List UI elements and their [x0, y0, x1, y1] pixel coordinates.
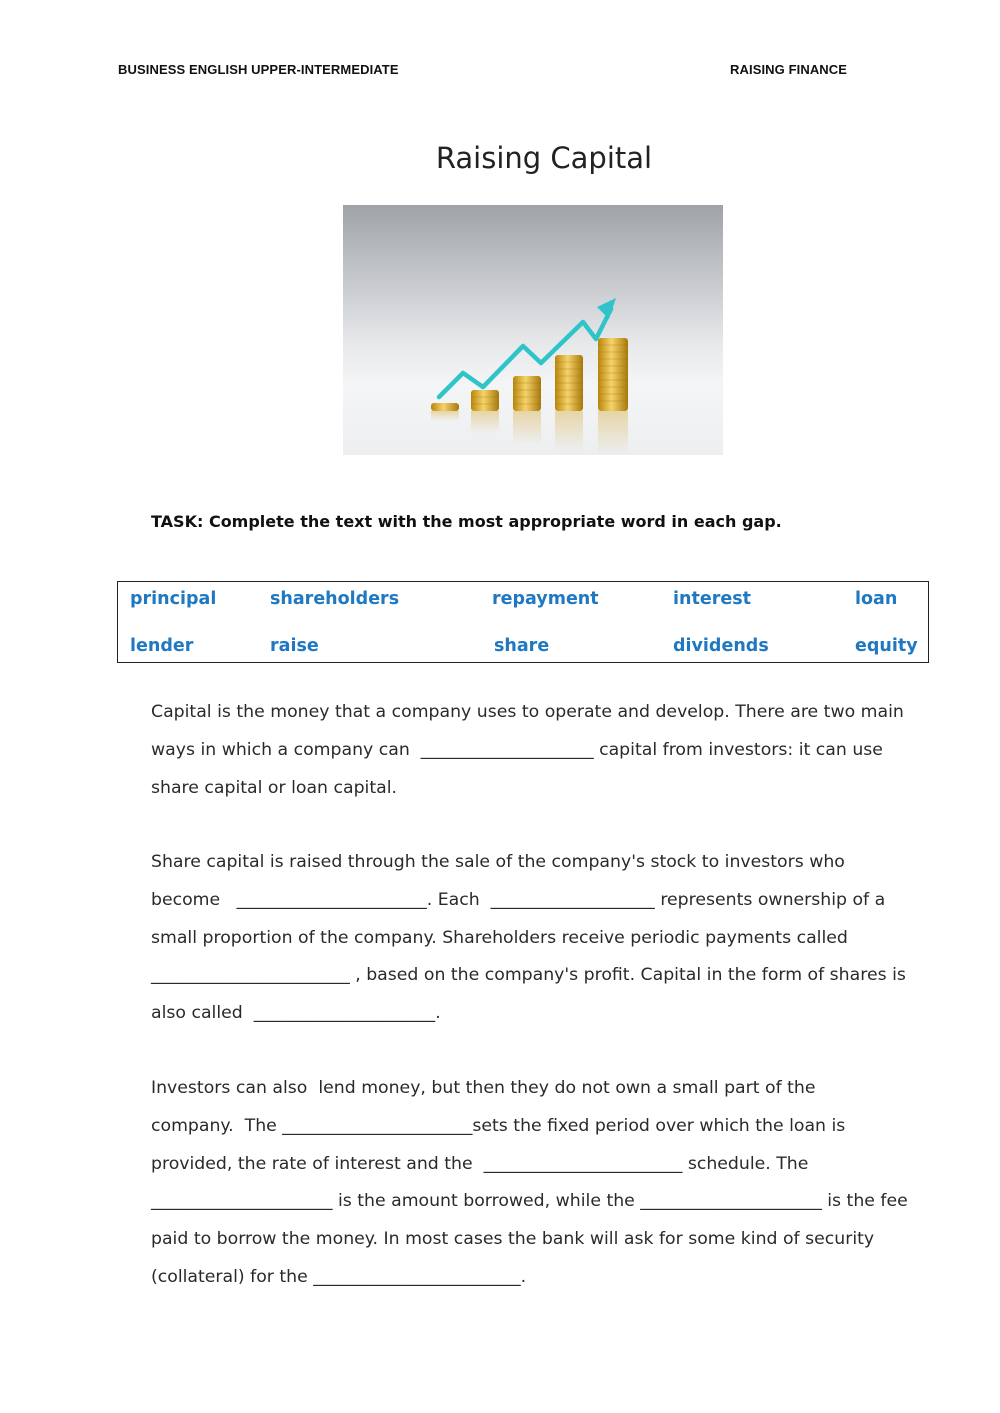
paragraph-loan-capital — [151, 1070, 921, 1297]
word-interest: interest — [673, 589, 751, 609]
word-equity: equity — [855, 636, 918, 656]
text-line: Share capital is raised through the sale of the company's stock to investors who — [151, 852, 845, 872]
word-dividends: dividends — [673, 636, 769, 656]
word-raise: raise — [270, 636, 319, 656]
text-line-with-gap: provided, the rate of interest and the _______________________ schedule. The — [151, 1153, 809, 1174]
text-line: Investors can also lend money, but then they do not own a small part of the — [151, 1078, 816, 1098]
paragraph-capital-intro — [151, 694, 921, 807]
page-title: Raising Capital — [435, 141, 653, 176]
text-line-with-gap: _____________________ is the amount borrowed, while the _____________________ is the fee — [151, 1191, 908, 1212]
task-instruction: TASK: Complete the text with the most appropriate word in each gap. — [151, 512, 782, 531]
text-line-with-gap: ways in which a company can ____________________ capital from investors: it can use — [151, 739, 883, 760]
text-line-with-gap: (collateral) for the ________________________. — [151, 1266, 527, 1287]
word-share: share — [494, 636, 550, 656]
word-principal: principal — [130, 589, 217, 609]
text-line-with-gap: _______________________ , based on the company's profit. Capital in the form of shares is — [151, 965, 906, 986]
word-bank — [117, 581, 929, 663]
text-line-with-gap: become ______________________. Each ___________________ represents ownership of a — [151, 889, 886, 910]
text-line-with-gap: also called _____________________. — [151, 1003, 441, 1024]
word-loan: loan — [855, 589, 898, 609]
text-line: paid to borrow the money. In most cases the bank will ask for some kind of security — [151, 1229, 875, 1250]
paragraph-share-capital — [151, 844, 921, 1033]
text-line: share capital or loan capital. — [151, 777, 398, 798]
course-header: BUSINESS ENGLISH UPPER-INTERMEDIATE — [118, 62, 399, 77]
text-line-with-gap: company. The ______________________sets the fixed period over which the loan is — [151, 1115, 846, 1136]
word-shareholders: shareholders — [270, 589, 400, 609]
topic-header: RAISING FINANCE — [730, 62, 848, 77]
text-line: small proportion of the company. Shareholders receive periodic payments called — [151, 927, 848, 948]
word-lender: lender — [130, 636, 194, 656]
word-repayment: repayment — [492, 589, 599, 609]
coin-growth-image — [343, 205, 723, 455]
text-line: Capital is the money that a company uses to operate and develop. There are two main — [151, 702, 904, 722]
